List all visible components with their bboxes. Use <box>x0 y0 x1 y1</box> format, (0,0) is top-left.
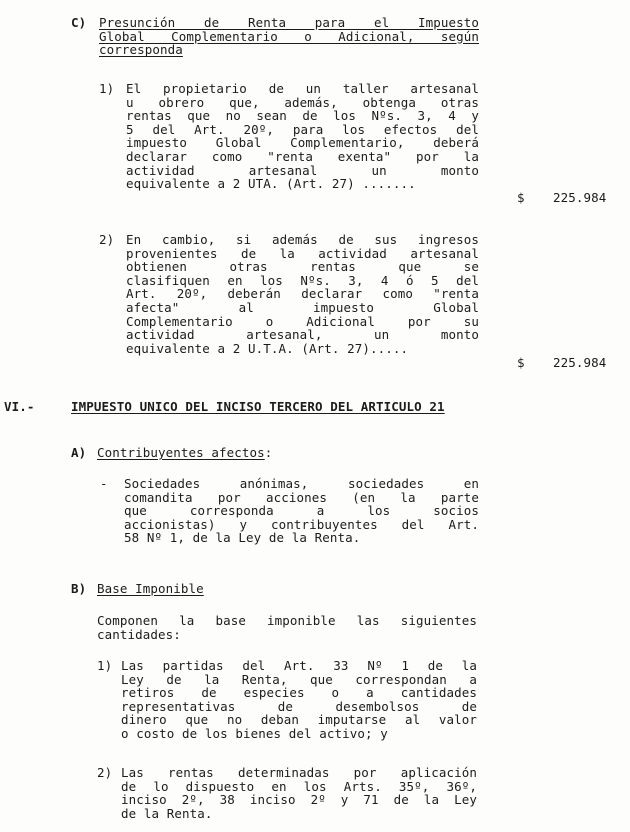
c-item1-line: impuesto Global Complementario, deberá <box>126 135 479 151</box>
b-item1-line: retiros de especies o a cantidades <box>121 685 477 701</box>
c-item1-paragraph <box>126 82 479 191</box>
c-item2-line: equivalente a 2 U.T.A. (Art. 27)..... <box>126 340 409 356</box>
part-a-bullet: - <box>100 476 108 491</box>
b-item1-line: Las partidas del Art. 33 Nº 1 de la <box>121 658 477 673</box>
c-item1-amount: 225.984 <box>553 190 607 205</box>
c-item1-line: actividad artesanal un monto <box>126 162 479 178</box>
part-a-heading-text: Contribuyentes afectos <box>97 445 265 460</box>
b-item2-number: 2) <box>97 765 113 780</box>
section-vi-number: VI.- <box>4 399 35 414</box>
c-item2-amount: 225.984 <box>553 355 607 370</box>
b-item1-number: 1) <box>97 658 113 673</box>
c-item2-line: actividad artesanal, un monto <box>126 327 479 343</box>
c-item2-line: Complementario o Adicional por su <box>126 313 479 329</box>
part-a-paragraph <box>124 477 479 545</box>
c-item2-line: obtienen otras rentas que se <box>126 259 479 275</box>
b-item1-line: representativas de desembolsos de <box>121 698 477 714</box>
part-b-intro <box>97 614 477 641</box>
b-item2-line: de lo dispuesto en los Arts. 35º, 36º, <box>121 778 477 794</box>
section-vi-title: IMPUESTO UNICO DEL INCISO TERCERO DEL ARTICULO 21 <box>71 399 445 414</box>
c-item2-line: En cambio, si además de sus ingresos <box>126 232 479 247</box>
part-a-heading-colon: : <box>264 445 273 460</box>
c-item1-line: declarar como "renta exenta" por la <box>126 148 479 164</box>
part-a-line: accionistas) y contribuyentes del Art. <box>124 516 479 532</box>
part-a-heading <box>97 446 272 460</box>
c-item1-currency: $ <box>517 190 525 205</box>
b-item2-line: de la Renta. <box>121 805 213 821</box>
part-b-letter: B) <box>71 581 87 596</box>
part-a-letter: A) <box>71 445 87 460</box>
b-item1-line: Ley de la Renta, que correspondan a <box>121 671 477 687</box>
part-b-intro-line: cantidades: <box>97 626 181 642</box>
part-a-line: comandita por acciones (en la parte <box>124 489 479 505</box>
b-item1-line: dinero que no deban imputarse al valor <box>121 712 477 728</box>
part-a-line: Sociedades anónimas, sociedades en <box>124 476 479 491</box>
part-a-line: 58 Nº 1, de la Ley de la Renta. <box>124 530 361 546</box>
c-item2-line: Art. 20º, deberán declarar como "renta <box>126 286 479 302</box>
section-c-heading <box>99 16 479 57</box>
c-item2-line: afecta" al impuesto Global <box>126 299 479 315</box>
b-item2-line: Las rentas determinadas por aplicación <box>121 765 477 780</box>
part-a-line: que corresponda a los socios <box>124 503 479 519</box>
part-b-intro-line: Componen la base imponible las siguientes <box>97 613 477 628</box>
c-item2-line: clasifiquen en los Nºs. 3, 4 ó 5 del <box>126 272 479 288</box>
section-c-heading-line: corresponda <box>99 42 183 58</box>
c-item1-number: 1) <box>99 81 115 96</box>
section-c-heading-line: Presunción de Renta para el Impuesto <box>99 15 479 30</box>
part-b-heading: Base Imponible <box>97 581 204 596</box>
c-item1-line: equivalente a 2 UTA. (Art. 27) ....... <box>126 176 416 192</box>
b-item2-paragraph <box>121 766 477 820</box>
c-item1-line: rentas que no sean de los Nºs. 3, 4 y <box>126 108 479 124</box>
c-item2-currency: $ <box>517 355 525 370</box>
c-item1-line: El propietario de un taller artesanal <box>126 81 479 96</box>
c-item2-paragraph <box>126 233 479 355</box>
b-item2-line: inciso 2º, 38 inciso 2º y 71 de la Ley <box>121 792 477 808</box>
b-item1-paragraph <box>121 659 477 741</box>
c-item1-line: 5 del Art. 20º, para los efectos del <box>126 121 479 137</box>
c-item2-number: 2) <box>99 232 115 247</box>
section-c-heading-line: Global Complementario o Adicional, según <box>99 28 479 44</box>
b-item1-line: o costo de los bienes del activo; y <box>121 725 388 741</box>
c-item1-line: u obrero que, además, obtenga otras <box>126 94 479 110</box>
c-item2-line: provenientes de la actividad artesanal <box>126 245 479 261</box>
section-c-letter: C) <box>71 15 87 30</box>
